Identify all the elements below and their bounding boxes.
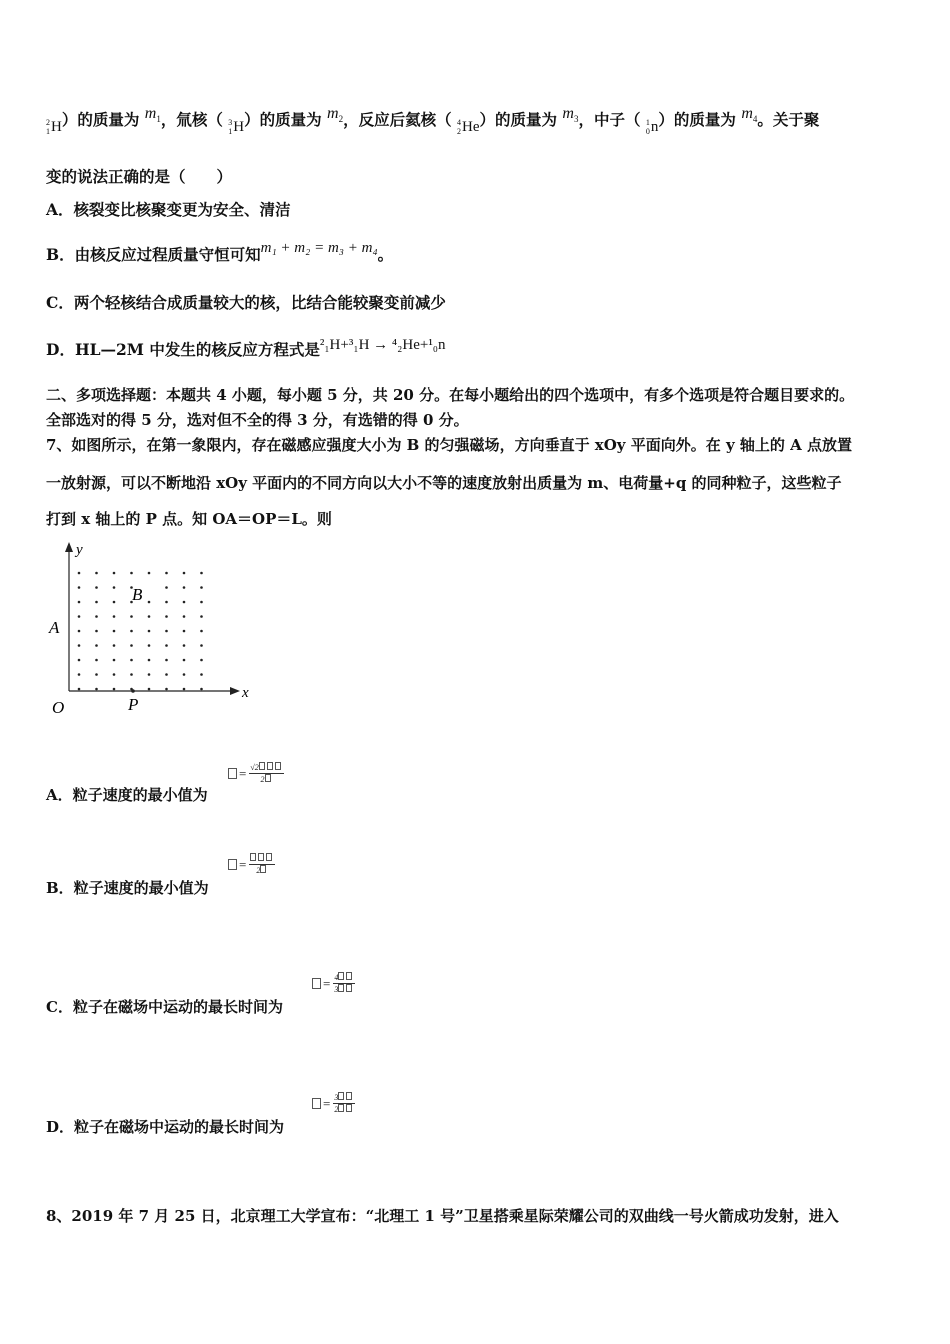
mass-conservation-equation: m₁ + m₂ = m₃ + m₄ [260,240,378,256]
field-dot [200,644,203,647]
q7-option-b-formula: = 2 [228,853,275,876]
section2-line1: 二、多项选择题：本题共 4 小题，每小题 5 分，共 20 分。在每小题给出的四个选项中，有多个选项是符合题目要求的。 [46,386,855,404]
field-dot [148,673,151,676]
field-dot [113,572,116,575]
field-dot [78,688,81,691]
field-dot [200,673,203,676]
field-dot [183,644,186,647]
q7-option-c-formula: = $\frac{4}{3}$ [312,972,355,995]
field-dot [200,572,203,575]
field-dot [165,572,168,575]
field-dot [113,673,116,676]
field-dot [130,659,133,662]
q6-option-a: A．核裂变比核聚变更为安全、清洁 [46,200,291,219]
field-dot [165,601,168,604]
mass-m3: $m_3$ [562,105,579,125]
field-dot [165,644,168,647]
field-dot [183,688,186,691]
field-dot [78,572,81,575]
field-dot [183,659,186,662]
field-dot [200,615,203,618]
field-dot [78,586,81,589]
field-dot [113,659,116,662]
field-dot [130,630,133,633]
q8-line1: 8、2019 年 7 月 25 日，北京理工大学宣布：“北理工 1 号”卫星搭乘星际荣耀公司的双曲线一号火箭成功发射，进入 [46,1207,839,1225]
neutron-symbol: 1 0 n [645,118,659,136]
field-dot [183,572,186,575]
q6-line1: 2 1 H ）的质量为 $m_1$，氚核（ 3 1 H ）的质量为 $m_2$，反应后氦核（ 4 2 He ）的质量为 $m_3$，中子（ 1 0 n ）的质量为 $m_4$。关于聚 [46,105,820,136]
q7-option-b: B．粒子速度的最小值为 [46,879,209,897]
field-dot [78,601,81,604]
field-dot [165,659,168,662]
field-dot [165,586,168,589]
field-dot [165,688,168,691]
field-dot [95,615,98,618]
nuclear-reaction-equation: ²₁H+³₁H → ⁴₂He+¹₀n [319,337,446,353]
field-dot [78,615,81,618]
field-dot [148,630,151,633]
point-p-label: P [128,695,139,714]
mass-m2: $m_2$ [327,105,344,125]
q6-option-d: D．HL—2M 中发生的核反应方程式是²₁H+³₁H → ⁴₂He+¹₀n [46,337,446,359]
field-dot [78,644,81,647]
mass-m4: $m_4$ [741,105,758,125]
field-dot [148,644,151,647]
field-dot [95,673,98,676]
mass-m1: $m_1$ [144,105,161,125]
field-dot [148,615,151,618]
q7-line2: 一放射源，可以不断地沿 xOy 平面内的不同方向以大小不等的速度放射出质量为 m、电荷量+q 的同种粒子，这些粒子 [46,474,842,492]
field-dot [95,572,98,575]
field-dot [148,601,151,604]
field-dot [165,673,168,676]
field-dot [130,673,133,676]
q7-option-a: A．粒子速度的最小值为 [46,786,208,804]
field-dot [148,688,151,691]
q6-option-c: C．两个轻核结合成质量较大的核，比结合能较聚变前减少 [46,293,446,312]
deuterium-symbol: 2 1 H [46,118,62,136]
point-a-label: A [49,618,60,637]
magnetic-field-figure [44,540,264,720]
field-dot [130,644,133,647]
field-dot [95,586,98,589]
field-dot [183,601,186,604]
field-dot [130,572,133,575]
q7-option-c: C．粒子在磁场中运动的最长时间为 [46,998,283,1016]
q7-option-a-formula: = $\frac{√2}{2}$ [228,762,284,785]
field-dot [165,630,168,633]
field-dot [78,673,81,676]
field-dot [183,615,186,618]
q7-option-d-formula: = $\frac{3}{2}$ [312,1092,355,1115]
field-b-label: B [132,585,143,604]
y-axis-label: y [76,542,83,558]
field-dot [113,601,116,604]
field-dot [183,673,186,676]
field-dot [148,572,151,575]
field-dot [200,659,203,662]
field-dot [78,659,81,662]
q6-line2: 变的说法正确的是（ ） [46,167,233,186]
field-dot [95,659,98,662]
field-dot [113,688,116,691]
field-dot [78,630,81,633]
q7-option-d: D．粒子在磁场中运动的最长时间为 [46,1118,285,1136]
field-dot [95,630,98,633]
section2-line2: 全部选对的得 5 分，选对但不全的得 3 分，有选错的得 0 分。 [46,411,469,429]
origin-o-label: O [52,698,65,717]
q6-option-b: B．由核反应过程质量守恒可知m₁ + m₂ = m₃ + m₄。 [46,240,394,264]
q7-line3: 打到 x 轴上的 P 点。知 OA＝OP＝L。则 [46,510,332,528]
field-dot [95,688,98,691]
field-dot [95,601,98,604]
x-axis [69,687,240,695]
field-dot [113,586,116,589]
field-dot [95,644,98,647]
field-dot [148,659,151,662]
helium-symbol: 4 2 He [457,118,480,136]
y-axis [65,542,73,691]
field-dot [200,586,203,589]
field-dot [113,630,116,633]
point-p-marker [131,689,135,693]
field-dot [200,630,203,633]
tritium-symbol: 3 1 H [228,118,245,136]
field-dot [113,615,116,618]
field-dot [130,615,133,618]
field-dot [183,630,186,633]
field-dot [165,615,168,618]
q7-line1: 7、如图所示，在第一象限内，存在磁感应强度大小为 B 的匀强磁场，方向垂直于 xOy 平面向外。在 y 轴上的 A 点放置 [46,436,852,454]
field-dot [200,688,203,691]
field-dot [113,644,116,647]
field-dot [200,601,203,604]
field-dot [183,586,186,589]
x-axis-label: x [242,685,249,701]
